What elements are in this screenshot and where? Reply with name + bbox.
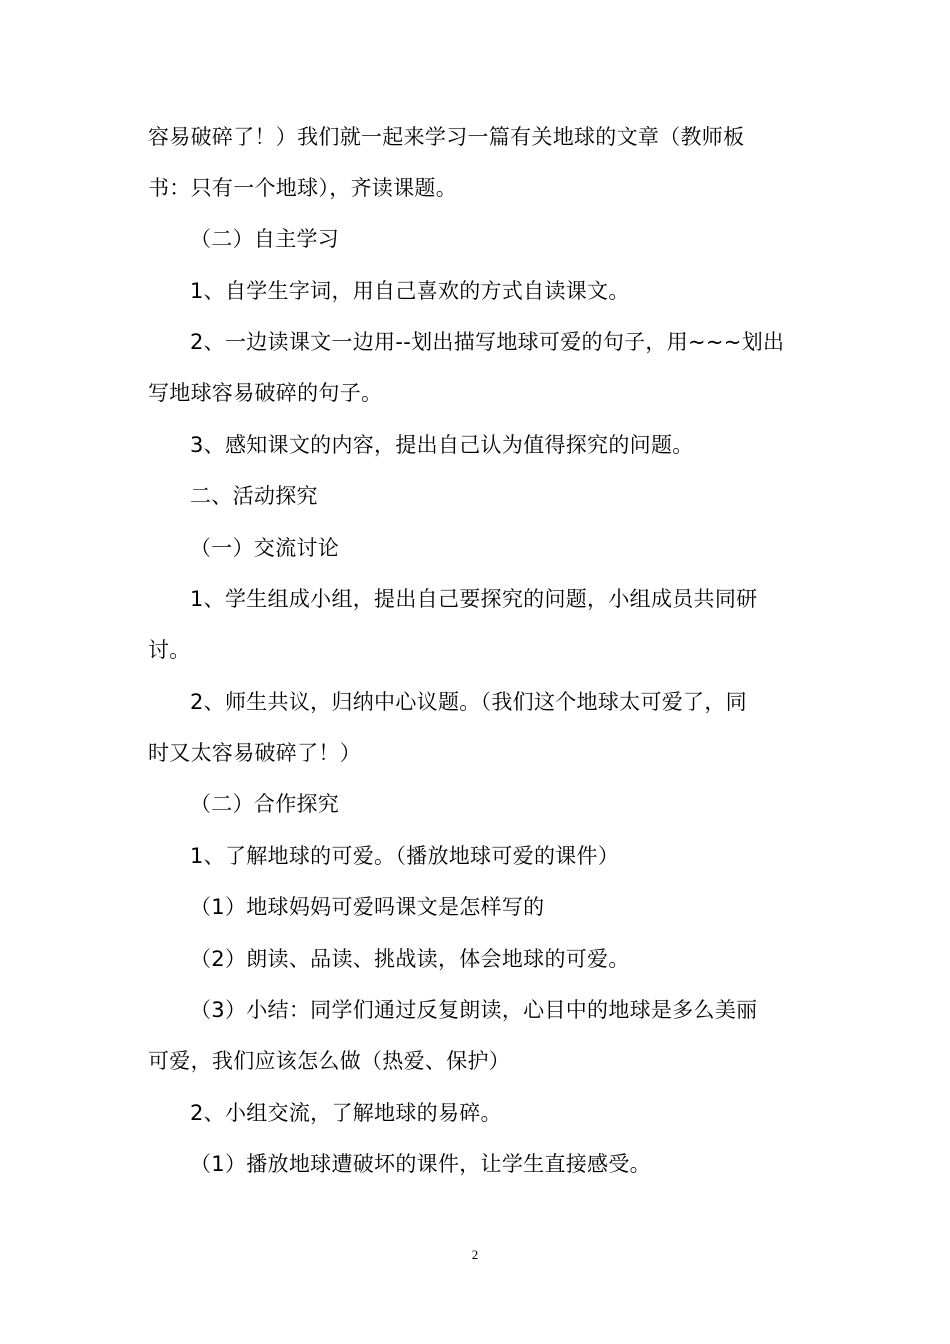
text-line: 可爱，我们应该怎么做（热爱、保护） (148, 1049, 511, 1073)
text-line: 2、师生共议，归纳中心议题。（我们这个地球太可爱了，同 (190, 690, 747, 714)
text-line: 1、自学生字词，用自己喜欢的方式自读课文。 (190, 279, 630, 303)
text-line: 书：只有一个地球），齐读课题。 (148, 176, 457, 200)
page-number: 2 (471, 1247, 479, 1262)
text-line: 3、感知课文的内容，提出自己认为值得探究的问题。 (190, 433, 694, 457)
section-heading: （二）自主学习 (190, 227, 340, 251)
text-line: 2、小组交流，了解地球的易碎。 (190, 1101, 502, 1125)
text-line: 1、了解地球的可爱。（播放地球可爱的课件） (190, 844, 620, 868)
text-line: 容易破碎了！）我们就一起来学习一篇有关地球的文章（教师板 (148, 125, 745, 149)
text-line: 2、一边读课文一边用--划出描写地球可爱的句子，用~~~划出 (190, 330, 785, 354)
text-line: 1、学生组成小组，提出自己要探究的问题，小组成员共同研 (190, 587, 758, 611)
text-line: （1）播放地球遭破坏的课件，让学生直接感受。 (190, 1152, 651, 1176)
text-line: 讨。 (148, 638, 191, 662)
text-line: （1）地球妈妈可爱吗课文是怎样写的 (190, 895, 545, 919)
text-line: 时又太容易破碎了！） (148, 741, 361, 765)
text-line: 写地球容易破碎的句子。 (148, 381, 383, 405)
text-line: （3）小结：同学们通过反复朗读，心目中的地球是多么美丽 (190, 998, 758, 1022)
section-heading: （二）合作探究 (190, 792, 340, 816)
text-line: （2）朗读、品读、挑战读，体会地球的可爱。 (190, 947, 630, 971)
section-heading: （一）交流讨论 (190, 536, 340, 560)
section-heading: 二、活动探究 (190, 484, 318, 508)
